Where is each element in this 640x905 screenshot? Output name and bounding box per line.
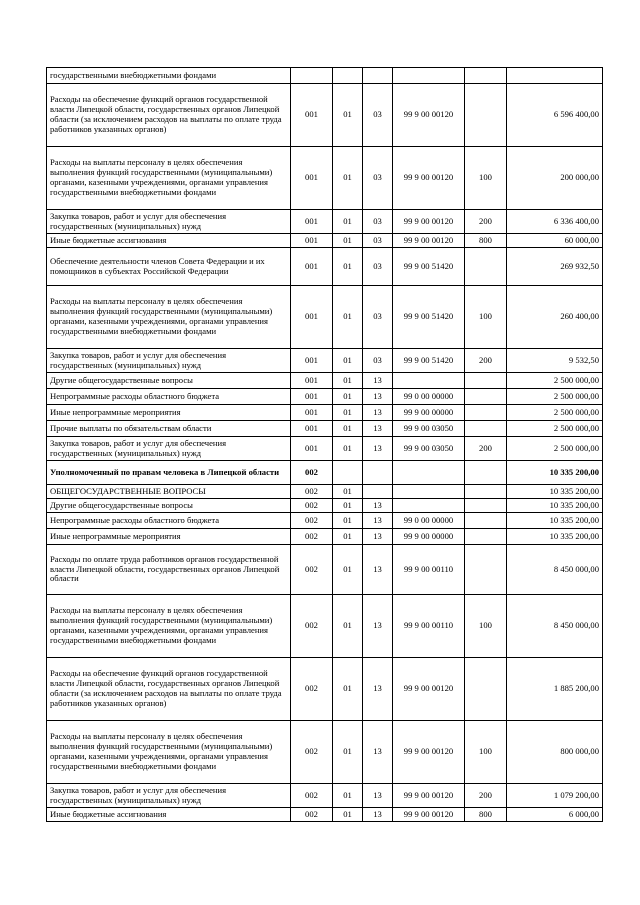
cell-target-article: 99 9 00 51420: [393, 248, 465, 286]
cell-subsection: 13: [363, 405, 393, 421]
cell-expense-type: 200: [465, 349, 507, 373]
cell-subsection: 13: [363, 658, 393, 721]
cell-subsection: 03: [363, 147, 393, 210]
table-row: [47, 373, 603, 389]
cell-name: Прочие выплаты по обязательствам области: [47, 421, 291, 437]
cell-subsection: 13: [363, 513, 393, 529]
cell-amount: 10 335 200,00: [507, 529, 603, 545]
cell-name: Закупка товаров, работ и услуг для обеспечения государственных (муниципальных) нужд: [47, 349, 291, 373]
cell-amount: 6 000,00: [507, 808, 603, 822]
cell-expense-type: 800: [465, 234, 507, 248]
cell-expense-type: 200: [465, 784, 507, 808]
cell-section: 01: [333, 373, 363, 389]
table-row: [47, 234, 603, 248]
cell-target-article: 99 9 00 00120: [393, 147, 465, 210]
cell-target-article: 99 9 00 00110: [393, 545, 465, 595]
cell-target-article: [393, 485, 465, 499]
cell-section: 01: [333, 349, 363, 373]
cell-name: Расходы по оплате труда работников органов государственной власти Липецкой области, государственных органов Липецкой области: [47, 545, 291, 595]
table-row: [47, 210, 603, 234]
cell-name: Расходы на обеспечение функций органов государственной власти Липецкой области, государственных органов Липецкой области (за исключением расходов на выплаты по оплате труда работников указанных органов): [47, 84, 291, 147]
cell-subsection: 13: [363, 595, 393, 658]
cell-section: 01: [333, 437, 363, 461]
cell-section: 01: [333, 513, 363, 529]
cell-section: [333, 461, 363, 485]
cell-expense-type: [465, 373, 507, 389]
cell-expense-type: [465, 485, 507, 499]
cell-subsection: 13: [363, 545, 393, 595]
cell-subsection: 13: [363, 499, 393, 513]
cell-name: Иные непрограммные мероприятия: [47, 405, 291, 421]
cell-name: Расходы на выплаты персоналу в целях обеспечения выполнения функций государственными (муниципальными) органами, казенными учреждениями, органами управления государственными внебюджетными фондами: [47, 721, 291, 784]
cell-target-article: 99 9 00 00120: [393, 721, 465, 784]
table-row: [47, 658, 603, 721]
table-row: [47, 784, 603, 808]
cell-name: Закупка товаров, работ и услуг для обеспечения государственных (муниципальных) нужд: [47, 437, 291, 461]
cell-grbs: 001: [291, 286, 333, 349]
cell-grbs: 001: [291, 389, 333, 405]
cell-name: Расходы на выплаты персоналу в целях обеспечения выполнения функций государственными (муниципальными) органами, казенными учреждениями, органами управления государственными внебюджетными фондами: [47, 595, 291, 658]
cell-expense-type: [465, 389, 507, 405]
cell-section: 01: [333, 147, 363, 210]
cell-name: Закупка товаров, работ и услуг для обеспечения государственных (муниципальных) нужд: [47, 210, 291, 234]
cell-amount: 2 500 000,00: [507, 373, 603, 389]
cell-name: Уполномоченный по правам человека в Липецкой области: [47, 461, 291, 485]
cell-expense-type: [465, 68, 507, 84]
cell-subsection: 13: [363, 373, 393, 389]
cell-grbs: 001: [291, 373, 333, 389]
cell-amount: 260 400,00: [507, 286, 603, 349]
cell-section: 01: [333, 784, 363, 808]
cell-target-article: 99 9 00 00120: [393, 84, 465, 147]
cell-expense-type: [465, 461, 507, 485]
cell-section: 01: [333, 529, 363, 545]
cell-grbs: 002: [291, 658, 333, 721]
cell-subsection: 03: [363, 349, 393, 373]
cell-amount: 2 500 000,00: [507, 405, 603, 421]
cell-target-article: [393, 499, 465, 513]
cell-name: Иные непрограммные мероприятия: [47, 529, 291, 545]
cell-expense-type: [465, 545, 507, 595]
cell-grbs: 002: [291, 784, 333, 808]
cell-expense-type: [465, 405, 507, 421]
cell-section: 01: [333, 248, 363, 286]
cell-section: 01: [333, 595, 363, 658]
cell-section: 01: [333, 286, 363, 349]
cell-grbs: 001: [291, 210, 333, 234]
cell-grbs: 001: [291, 84, 333, 147]
cell-grbs: 001: [291, 405, 333, 421]
table-row: [47, 68, 603, 84]
cell-expense-type: 200: [465, 210, 507, 234]
cell-target-article: 99 9 00 03050: [393, 421, 465, 437]
cell-target-article: 99 9 00 51420: [393, 349, 465, 373]
cell-amount: 2 500 000,00: [507, 421, 603, 437]
table-row: [47, 147, 603, 210]
cell-name: Непрограммные расходы областного бюджета: [47, 389, 291, 405]
cell-expense-type: 800: [465, 808, 507, 822]
table-row: [47, 421, 603, 437]
cell-name: Другие общегосударственные вопросы: [47, 373, 291, 389]
cell-subsection: 13: [363, 808, 393, 822]
cell-target-article: 99 9 00 51420: [393, 286, 465, 349]
cell-amount: 6 596 400,00: [507, 84, 603, 147]
cell-expense-type: [465, 84, 507, 147]
cell-subsection: [363, 461, 393, 485]
cell-target-article: 99 9 00 00120: [393, 234, 465, 248]
cell-amount: 10 335 200,00: [507, 499, 603, 513]
cell-name: Закупка товаров, работ и услуг для обеспечения государственных (муниципальных) нужд: [47, 784, 291, 808]
cell-expense-type: [465, 248, 507, 286]
cell-section: 01: [333, 84, 363, 147]
cell-grbs: 002: [291, 461, 333, 485]
cell-amount: 10 335 200,00: [507, 461, 603, 485]
cell-grbs: 002: [291, 721, 333, 784]
table-row: [47, 721, 603, 784]
cell-grbs: 001: [291, 248, 333, 286]
cell-grbs: 001: [291, 147, 333, 210]
cell-name: Расходы на выплаты персоналу в целях обеспечения выполнения функций государственными (муниципальными) органами, казенными учреждениями, органами управления государственными внебюджетными фондами: [47, 286, 291, 349]
table-row: [47, 513, 603, 529]
cell-target-article: 99 9 00 00000: [393, 529, 465, 545]
cell-target-article: 99 9 00 00120: [393, 658, 465, 721]
table-row: [47, 286, 603, 349]
table-row: [47, 405, 603, 421]
table-row: [47, 248, 603, 286]
cell-name: Иные бюджетные ассигнования: [47, 808, 291, 822]
cell-name: Расходы на выплаты персоналу в целях обеспечения выполнения функций государственными (муниципальными) органами, казенными учреждениями, органами управления государственными внебюджетными фондами: [47, 147, 291, 210]
cell-target-article: 99 9 00 00000: [393, 405, 465, 421]
table-row: [47, 595, 603, 658]
cell-subsection: 03: [363, 210, 393, 234]
cell-section: 01: [333, 545, 363, 595]
cell-name: государственными внебюджетными фондами: [47, 68, 291, 84]
cell-subsection: 13: [363, 529, 393, 545]
budget-table: [46, 67, 603, 822]
table-row: [47, 545, 603, 595]
cell-expense-type: [465, 658, 507, 721]
cell-amount: 60 000,00: [507, 234, 603, 248]
cell-subsection: 03: [363, 234, 393, 248]
cell-grbs: 002: [291, 513, 333, 529]
cell-amount: 2 500 000,00: [507, 437, 603, 461]
cell-grbs: 002: [291, 545, 333, 595]
cell-expense-type: [465, 513, 507, 529]
cell-subsection: [363, 485, 393, 499]
cell-grbs: 002: [291, 808, 333, 822]
cell-grbs: [291, 68, 333, 84]
cell-subsection: [363, 68, 393, 84]
cell-subsection: 03: [363, 84, 393, 147]
cell-section: 01: [333, 234, 363, 248]
table-row: [47, 808, 603, 822]
cell-name: Другие общегосударственные вопросы: [47, 499, 291, 513]
cell-grbs: 001: [291, 421, 333, 437]
cell-amount: [507, 68, 603, 84]
cell-target-article: 99 9 00 00120: [393, 210, 465, 234]
cell-name: Расходы на обеспечение функций органов государственной власти Липецкой области, государственных органов Липецкой области (за исключением расходов на выплаты по оплате труда работников указанных органов): [47, 658, 291, 721]
cell-target-article: 99 0 00 00000: [393, 513, 465, 529]
cell-target-article: 99 9 00 00120: [393, 784, 465, 808]
cell-amount: 10 335 200,00: [507, 513, 603, 529]
cell-subsection: 03: [363, 286, 393, 349]
cell-amount: 200 000,00: [507, 147, 603, 210]
cell-section: 01: [333, 485, 363, 499]
cell-amount: 1 885 200,00: [507, 658, 603, 721]
cell-grbs: 002: [291, 529, 333, 545]
cell-amount: 10 335 200,00: [507, 485, 603, 499]
cell-grbs: 001: [291, 349, 333, 373]
cell-name: Иные бюджетные ассигнования: [47, 234, 291, 248]
cell-section: 01: [333, 721, 363, 784]
table-row: [47, 84, 603, 147]
cell-target-article: 99 9 00 03050: [393, 437, 465, 461]
cell-subsection: 13: [363, 421, 393, 437]
cell-subsection: 03: [363, 248, 393, 286]
table-row: [47, 499, 603, 513]
table-row: [47, 437, 603, 461]
cell-subsection: 13: [363, 437, 393, 461]
cell-section: 01: [333, 389, 363, 405]
cell-amount: 269 932,50: [507, 248, 603, 286]
cell-expense-type: 100: [465, 286, 507, 349]
cell-section: 01: [333, 808, 363, 822]
budget-table-body: [47, 68, 603, 822]
table-row: [47, 461, 603, 485]
cell-amount: 6 336 400,00: [507, 210, 603, 234]
cell-section: 01: [333, 658, 363, 721]
cell-expense-type: 200: [465, 437, 507, 461]
cell-section: 01: [333, 499, 363, 513]
cell-grbs: 002: [291, 485, 333, 499]
table-row: [47, 349, 603, 373]
table-row: [47, 389, 603, 405]
cell-expense-type: [465, 529, 507, 545]
cell-target-article: 99 9 00 00120: [393, 808, 465, 822]
cell-name: Обеспечение деятельности членов Совета Федерации и их помощников в субъектах Российской Федерации: [47, 248, 291, 286]
cell-amount: 1 079 200,00: [507, 784, 603, 808]
cell-expense-type: 100: [465, 595, 507, 658]
cell-subsection: 13: [363, 784, 393, 808]
cell-grbs: 002: [291, 595, 333, 658]
cell-section: 01: [333, 405, 363, 421]
cell-amount: 2 500 000,00: [507, 389, 603, 405]
cell-amount: 9 532,50: [507, 349, 603, 373]
cell-subsection: 13: [363, 389, 393, 405]
cell-section: [333, 68, 363, 84]
cell-name: ОБЩЕГОСУДАРСТВЕННЫЕ ВОПРОСЫ: [47, 485, 291, 499]
cell-amount: 8 450 000,00: [507, 595, 603, 658]
cell-target-article: [393, 461, 465, 485]
cell-name: Непрограммные расходы областного бюджета: [47, 513, 291, 529]
cell-expense-type: 100: [465, 147, 507, 210]
cell-amount: 800 000,00: [507, 721, 603, 784]
cell-grbs: 002: [291, 499, 333, 513]
cell-grbs: 001: [291, 234, 333, 248]
table-row: [47, 485, 603, 499]
cell-section: 01: [333, 210, 363, 234]
cell-target-article: 99 9 00 00110: [393, 595, 465, 658]
cell-target-article: [393, 68, 465, 84]
table-row: [47, 529, 603, 545]
cell-expense-type: 100: [465, 721, 507, 784]
cell-expense-type: [465, 499, 507, 513]
cell-section: 01: [333, 421, 363, 437]
cell-target-article: 99 0 00 00000: [393, 389, 465, 405]
cell-grbs: 001: [291, 437, 333, 461]
cell-expense-type: [465, 421, 507, 437]
cell-amount: 8 450 000,00: [507, 545, 603, 595]
cell-target-article: [393, 373, 465, 389]
cell-subsection: 13: [363, 721, 393, 784]
